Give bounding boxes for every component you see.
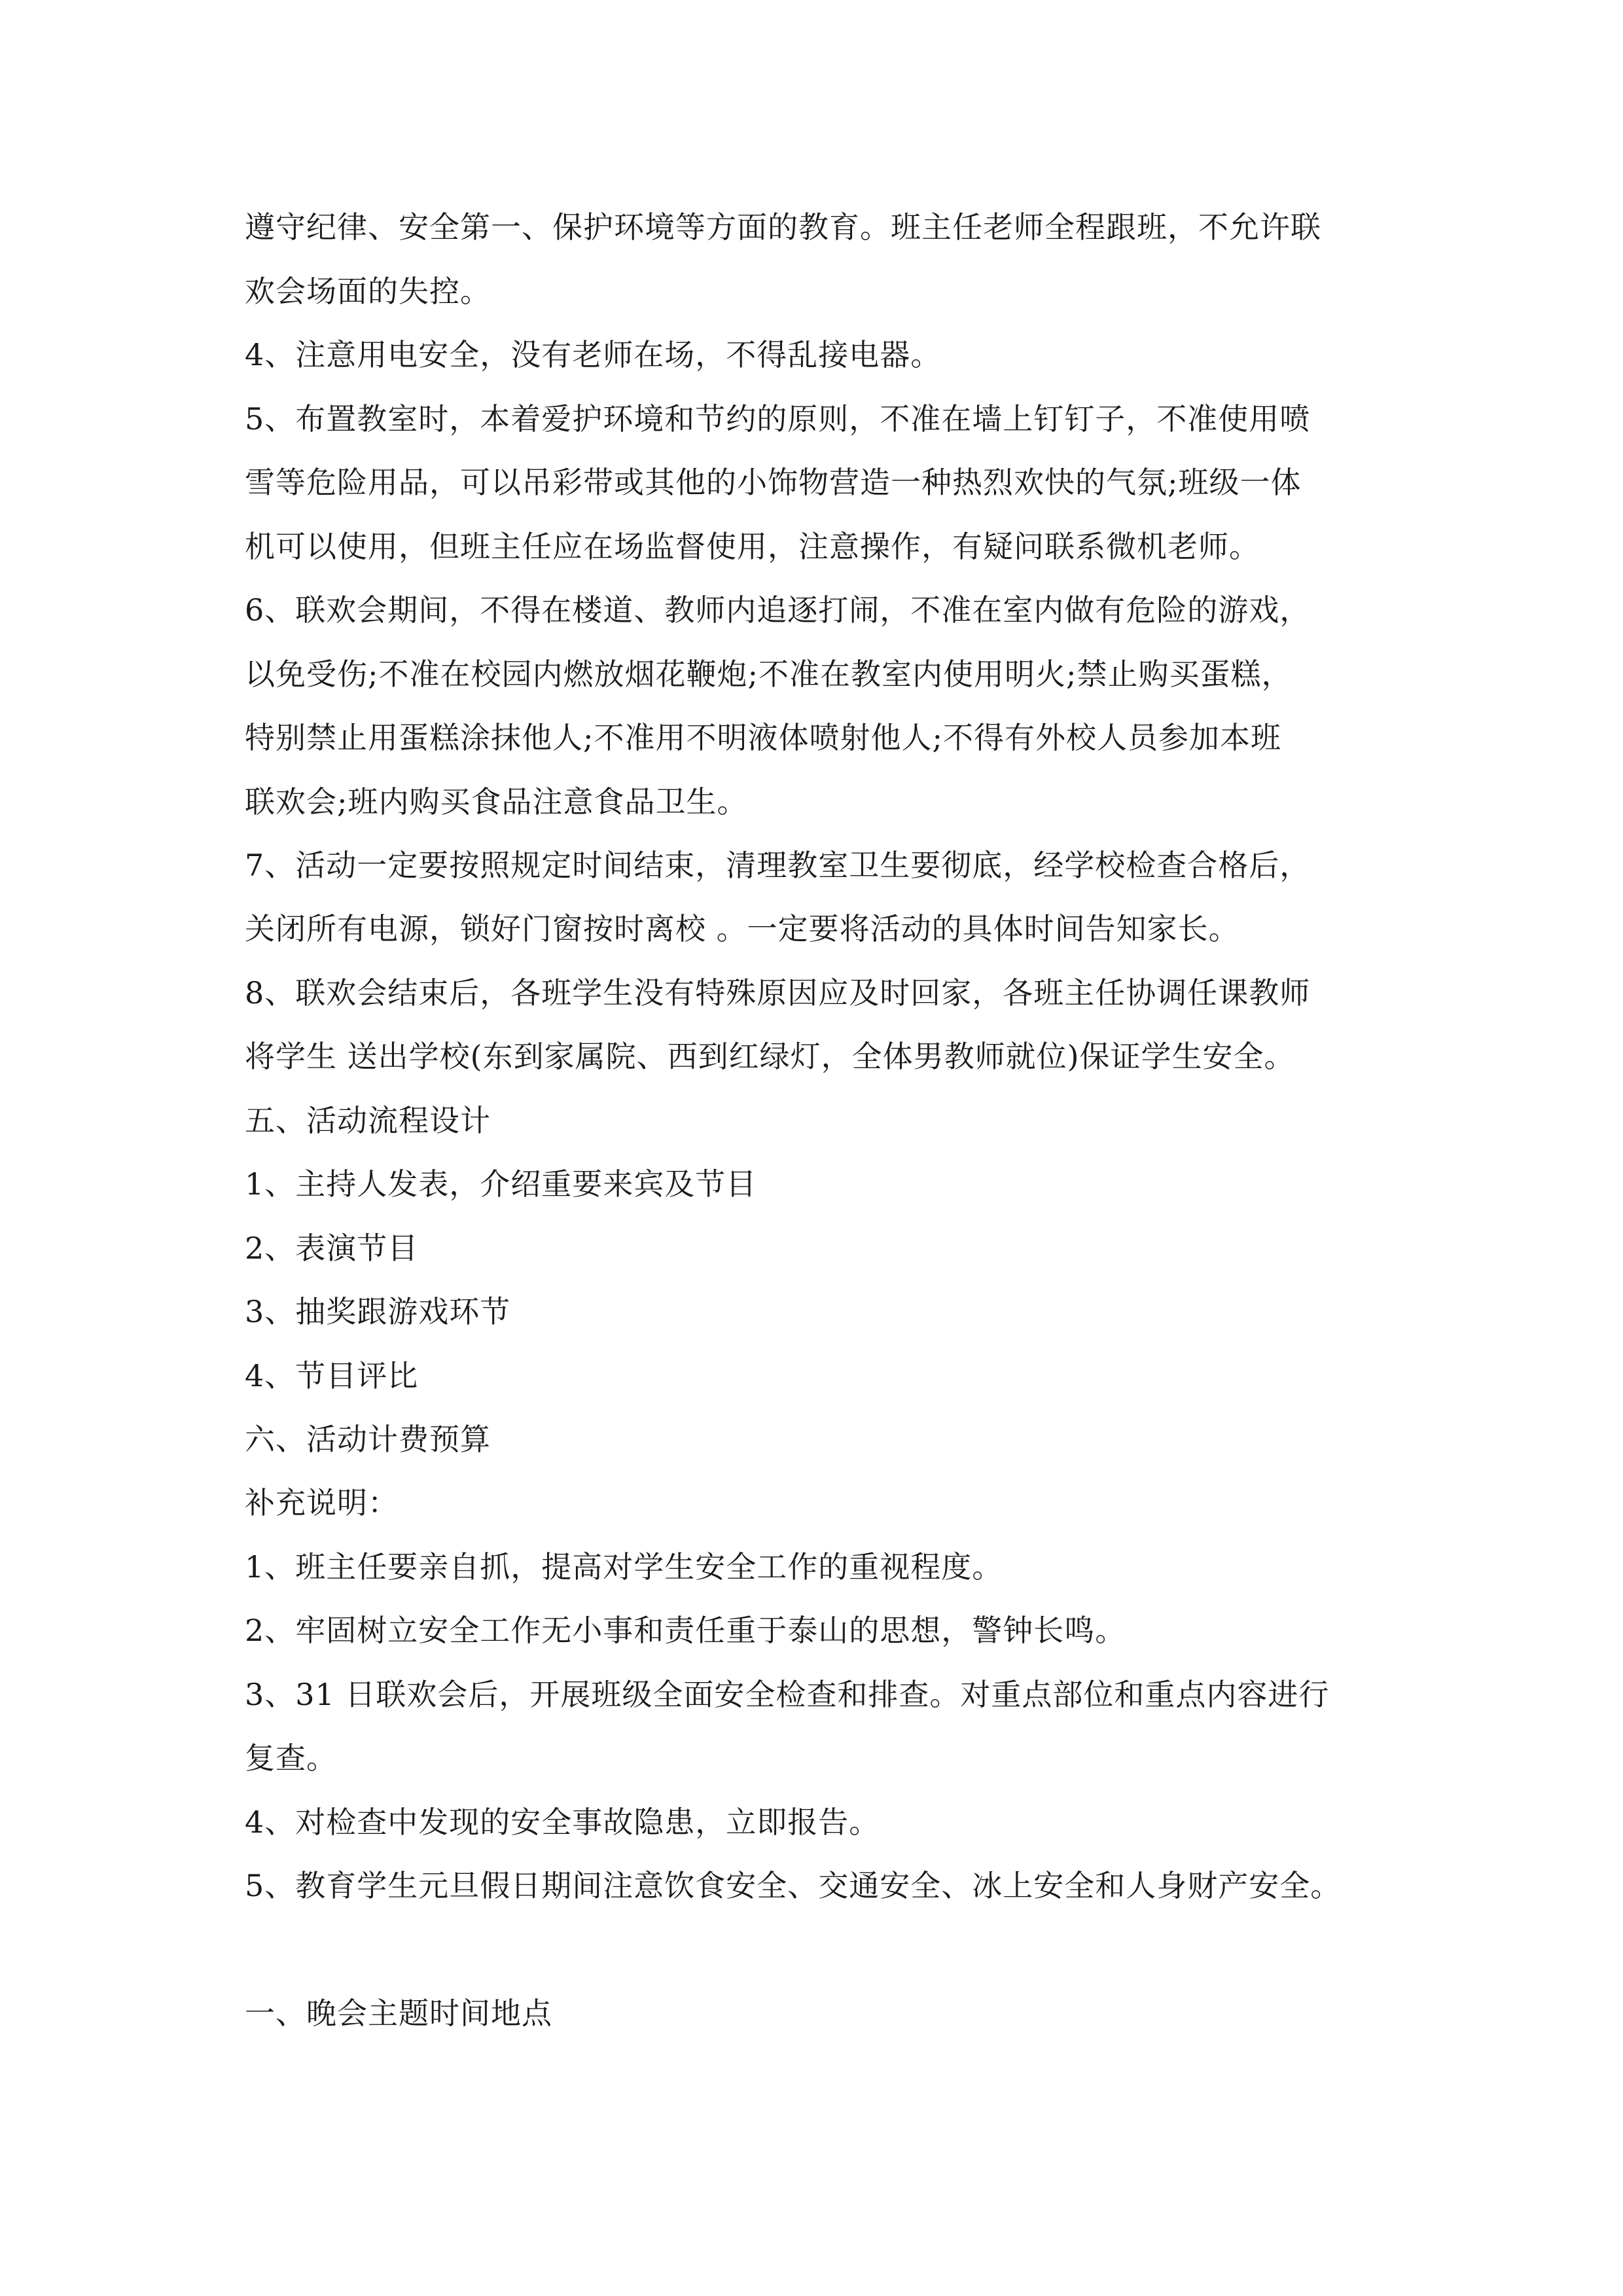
text-line: 关闭所有电源，锁好门窗按时离校 。一定要将活动的具体时间告知家长。 [245,911,1240,946]
text-line: 复查。 [245,1740,337,1776]
text-line: 4、注意用电安全，没有老师在场，不得乱接电器。 [245,337,942,372]
text-line: 5、教育学生元旦假日期间注意饮食安全、交通安全、冰上安全和人身财产安全。 [245,1868,1342,1903]
section-heading: 五、活动流程设计 [245,1103,491,1138]
text-line: 2、牢固树立安全工作无小事和责任重于泰山的思想，警钟长鸣。 [245,1613,1126,1648]
text-line: 机可以使用，但班主任应在场监督使用，注意操作，有疑问联系微机老师。 [245,529,1260,564]
text-line: 7、活动一定要按照规定时间结束，清理教室卫生要彻底，经学校检查合格后， [245,848,1311,883]
text-line: 4、对检查中发现的安全事故隐患，立即报告。 [245,1804,880,1840]
text-line: 3、抽奖跟游戏环节 [245,1294,511,1329]
text-line: 补充说明： [245,1485,399,1520]
text-line: 特别禁止用蛋糕涂抹他人;不准用不明液体喷射他人;不得有外校人员参加本班 [245,720,1281,755]
text-line: 雪等危险用品，可以吊彩带或其他的小饰物营造一种热烈欢快的气氛;班级一体 [245,465,1302,500]
text-line: 8、联欢会结束后，各班学生没有特殊原因应及时回家，各班主任协调任课教师 [245,975,1311,1011]
text-line: 遵守纪律、安全第一、保护环境等方面的教育。班主任老师全程跟班，不允许联 [245,209,1321,245]
text-line: 6、联欢会期间，不得在楼道、教师内追逐打闹，不准在室内做有危险的游戏， [245,592,1311,628]
text-line: 5、布置教室时，本着爱护环境和节约的原则，不准在墙上钉钉子，不准使用喷 [245,401,1311,437]
text-line: 将学生 送出学校(东到家属院、西到红绿灯，全体男教师就位)保证学生安全。 [245,1039,1295,1074]
text-line: 4、节目评比 [245,1358,419,1393]
text-line: 欢会场面的失控。 [245,274,491,309]
text-line: 1、主持人发表，介绍重要来宾及节目 [245,1166,757,1202]
text-line: 3、31 日联欢会后，开展班级全面安全检查和排查。对重点部位和重点内容进行 [245,1677,1330,1712]
section-heading: 一、晚会主题时间地点 [245,1996,552,2031]
text-line: 1、班主任要亲自抓，提高对学生安全工作的重视程度。 [245,1549,1003,1585]
text-line: 2、表演节目 [245,1230,419,1266]
section-heading: 六、活动计费预算 [245,1422,491,1457]
text-line: 联欢会;班内购买食品注意食品卫生。 [245,784,748,819]
text-line: 以免受伤;不准在校园内燃放烟花鞭炮;不准在教室内使用明火;禁止购买蛋糕， [245,656,1293,692]
